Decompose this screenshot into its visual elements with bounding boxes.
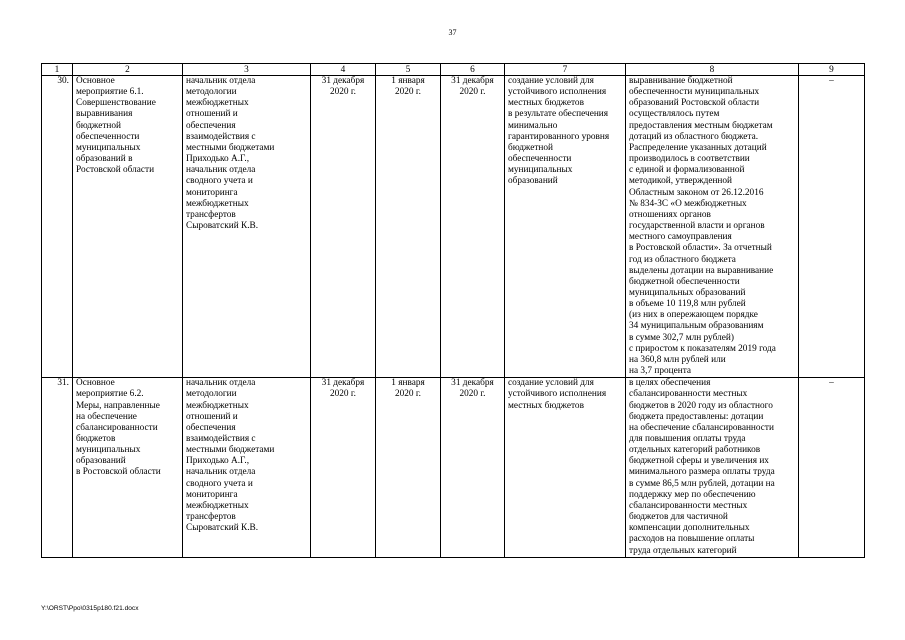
cell-text-line: 2020 г.	[329, 87, 356, 98]
cell-text-line: поддержку мер по обеспечению	[629, 489, 756, 500]
actual-end-date-cell	[441, 378, 505, 558]
cell-text-line: труда отдельных категорий	[629, 545, 737, 556]
cell-text-line: муниципальных	[76, 445, 141, 456]
cell-text-line: трансфертов	[186, 512, 236, 523]
cell-text-line: бюджетной обеспеченности	[629, 276, 740, 287]
cell-text-line: муниципальных	[508, 165, 573, 176]
cell-text-line: начальник отдела	[186, 467, 256, 478]
cell-text-line: бюджетов в 2020 году из областного	[629, 400, 773, 411]
cell-text-line: осуществлялось путем	[629, 109, 720, 120]
cell-text-line: бюджетов	[76, 434, 116, 444]
cell-text-line: в целях обеспечения	[629, 378, 711, 389]
cell-text-line: местными бюджетами	[186, 142, 275, 153]
cell-text-line: в результате обеспечения	[508, 109, 609, 120]
cell-text-line: муниципальных	[76, 142, 141, 153]
cell-text-line: образований	[76, 456, 126, 467]
cell-text-line: выделены дотации на выравнивание	[629, 265, 774, 276]
cell-text-line: межбюджетных	[186, 500, 249, 511]
cell-text-line: бюджетной сферы и увеличения их	[629, 456, 769, 467]
table-row	[42, 378, 865, 558]
row-number-cell: 30.	[42, 76, 73, 378]
cell-text-line: 31 декабря	[451, 378, 494, 389]
cell-text-line: 2020 г.	[394, 389, 421, 400]
cell-text-line: в объеме 10 119,8 млн рублей	[629, 299, 746, 310]
cell-text-line: отношений и	[186, 109, 238, 120]
cell-text-line: отношений и	[186, 411, 238, 422]
actual-start-date-cell	[376, 378, 441, 558]
column-header: 9	[799, 64, 865, 76]
cell-text-line: методологии	[186, 87, 237, 98]
cell-text-line: Основное	[76, 76, 115, 86]
cell-text-line: начальник отдела	[186, 76, 256, 86]
cell-text-line: мониторинга	[186, 489, 238, 500]
cell-text-line: начальник отдела	[186, 165, 256, 176]
cell-text-line: на 360,8 млн рублей или	[629, 354, 726, 365]
cell-text-line: местных бюджетов	[508, 98, 584, 109]
planned-end-date-cell	[311, 378, 376, 558]
notes-cell: –	[799, 378, 865, 558]
cell-text-line: Приходько А.Г.,	[186, 456, 250, 467]
cell-text-line: Распределение указанных дотаций	[629, 142, 767, 153]
cell-text-line: в Ростовской области». За отчетный	[629, 243, 772, 254]
column-header: 2	[73, 64, 183, 76]
cell-text-line: Основное	[76, 378, 115, 389]
file-path: Y:\ORST\Ppo\0315p180.f21.docx	[41, 605, 139, 612]
cell-text-line: мероприятие 6.1.	[76, 87, 144, 98]
cell-text-line: мероприятие 6.2.	[76, 389, 144, 400]
column-header: 3	[183, 64, 311, 76]
column-header: 1	[42, 64, 73, 76]
column-header: 5	[376, 64, 441, 76]
cell-text-line: государственной власти и органов	[629, 221, 765, 232]
column-header: 4	[311, 64, 376, 76]
cell-text-line: гарантированного уровня	[508, 131, 610, 142]
expected-result-cell	[505, 378, 626, 558]
cell-text-line: компенсации дополнительных	[629, 523, 750, 534]
cell-text-line: образований в	[76, 154, 133, 165]
cell-text-line: с приростом к показателям 2019 года	[629, 343, 776, 354]
cell-text-line: муниципальных образований	[629, 287, 746, 298]
cell-text-line: № 834-ЗС «О межбюджетных	[629, 198, 747, 209]
cell-text-line: методологии	[186, 389, 237, 400]
cell-text-line: дотаций из областного бюджета.	[629, 131, 759, 142]
column-header: 6	[441, 64, 505, 76]
cell-text-line: в сумме 302,7 млн рублей)	[629, 332, 734, 343]
cell-text-line: предоставления местным бюджетам	[629, 120, 773, 131]
cell-text-line: выравнивания	[76, 109, 133, 120]
cell-text-line: сбалансированности	[76, 422, 158, 433]
cell-text-line: создание условий для	[508, 378, 594, 389]
cell-text-line: Сыроватский К.В.	[186, 221, 259, 232]
cell-text-line: бюджетной	[76, 120, 122, 131]
cell-text-line: 31 декабря	[321, 378, 365, 389]
cell-text-line: межбюджетных	[186, 400, 249, 411]
cell-text-line: в Ростовской области	[76, 467, 161, 478]
responsible-cell	[183, 76, 311, 378]
cell-text-line: 1 января	[391, 76, 425, 86]
actual-start-date-cell	[376, 76, 441, 378]
cell-text-line: Меры, направленные	[76, 400, 160, 411]
cell-text-line: мониторинга	[186, 187, 238, 198]
cell-text-line: Приходько А.Г.,	[186, 154, 250, 165]
event-name-cell	[73, 378, 183, 558]
cell-text-line: (из них в опережающем порядке	[629, 310, 758, 321]
cell-text-line: методикой, утвержденной	[629, 176, 733, 187]
cell-text-line: начальник отдела	[186, 378, 256, 389]
cell-text-line: бюджета предоставлены: дотации	[629, 411, 764, 422]
cell-text-line: Совершенствование	[76, 98, 156, 109]
actual-result-cell	[626, 378, 799, 558]
responsible-cell	[183, 378, 311, 558]
cell-text-line: выравнивание бюджетной	[629, 76, 733, 86]
planned-end-date-cell	[311, 76, 376, 378]
cell-text-line: 1 января	[391, 378, 425, 389]
event-name-cell	[73, 76, 183, 378]
cell-text-line: сводного учета и	[186, 478, 253, 489]
cell-text-line: для повышения оплаты труда	[629, 434, 746, 444]
cell-text-line: 31 декабря	[321, 76, 365, 86]
cell-text-line: отношениях органов	[629, 209, 711, 220]
cell-text-line: сводного учета и	[186, 176, 253, 187]
cell-text-line: с единой и формализованной	[629, 165, 745, 176]
cell-text-line: устойчивого исполнения	[508, 389, 607, 400]
cell-text-line: обеспеченности	[76, 131, 140, 142]
actual-result-cell	[626, 76, 799, 378]
cell-text-line: Областным законом от 26.12.2016	[629, 187, 764, 198]
cell-text-line: на обеспечение	[76, 411, 137, 422]
cell-text-line: взаимодействия с	[186, 131, 256, 142]
cell-text-line: межбюджетных	[186, 198, 249, 209]
cell-text-line: обеспеченности	[508, 154, 572, 165]
cell-text-line: обеспечения	[186, 120, 236, 131]
cell-text-line: 31 декабря	[451, 76, 494, 86]
cell-text-line: создание условий для	[508, 76, 594, 86]
cell-text-line: расходов на повышение оплаты	[629, 534, 755, 545]
column-header: 7	[505, 64, 626, 76]
cell-text-line: устойчивого исполнения	[508, 87, 607, 98]
table-row	[42, 76, 865, 378]
cell-text-line: межбюджетных	[186, 98, 249, 109]
header-row	[42, 64, 865, 76]
cell-text-line: обеспечения	[186, 422, 236, 433]
cell-text-line: взаимодействия с	[186, 434, 256, 444]
report-table	[41, 63, 865, 558]
cell-text-line: сбалансированности местных	[629, 500, 748, 511]
cell-text-line: в сумме 86,5 млн рублей, дотации на	[629, 478, 775, 489]
cell-text-line: местных бюджетов	[508, 400, 584, 411]
cell-text-line: 34 муниципальным образованиям	[629, 321, 764, 332]
cell-text-line: образований	[508, 176, 558, 187]
cell-text-line: год из областного бюджета	[629, 254, 736, 265]
cell-text-line: 2020 г.	[329, 389, 356, 400]
cell-text-line: отдельных категорий работников	[629, 445, 761, 456]
actual-end-date-cell	[441, 76, 505, 378]
cell-text-line: 2020 г.	[459, 389, 486, 400]
cell-text-line: обеспеченности муниципальных	[629, 87, 760, 98]
cell-text-line: 2020 г.	[394, 87, 421, 98]
cell-text-line: образований Ростовской области	[629, 98, 760, 109]
column-header: 8	[626, 64, 799, 76]
cell-text-line: на 3,7 процента	[629, 366, 692, 377]
cell-text-line: производилось в соответствии	[629, 154, 750, 165]
page-number: 37	[448, 28, 457, 37]
notes-cell: –	[799, 76, 865, 378]
cell-text-line: на обеспечение сбалансированности	[629, 422, 774, 433]
cell-text-line: Сыроватский К.В.	[186, 523, 259, 534]
cell-text-line: бюджетов для частичной	[629, 512, 728, 523]
row-number-cell: 31.	[42, 378, 73, 558]
cell-text-line: 2020 г.	[459, 87, 486, 98]
cell-text-line: бюджетной	[508, 142, 554, 153]
cell-text-line: минимально	[508, 120, 558, 131]
cell-text-line: сбалансированности местных	[629, 389, 748, 400]
cell-text-line: минимального размера оплаты труда	[629, 467, 775, 478]
cell-text-line: Ростовской области	[76, 165, 155, 176]
expected-result-cell	[505, 76, 626, 378]
cell-text-line: трансфертов	[186, 209, 236, 220]
cell-text-line: местными бюджетами	[186, 445, 275, 456]
cell-text-line: местного самоуправления	[629, 232, 732, 243]
